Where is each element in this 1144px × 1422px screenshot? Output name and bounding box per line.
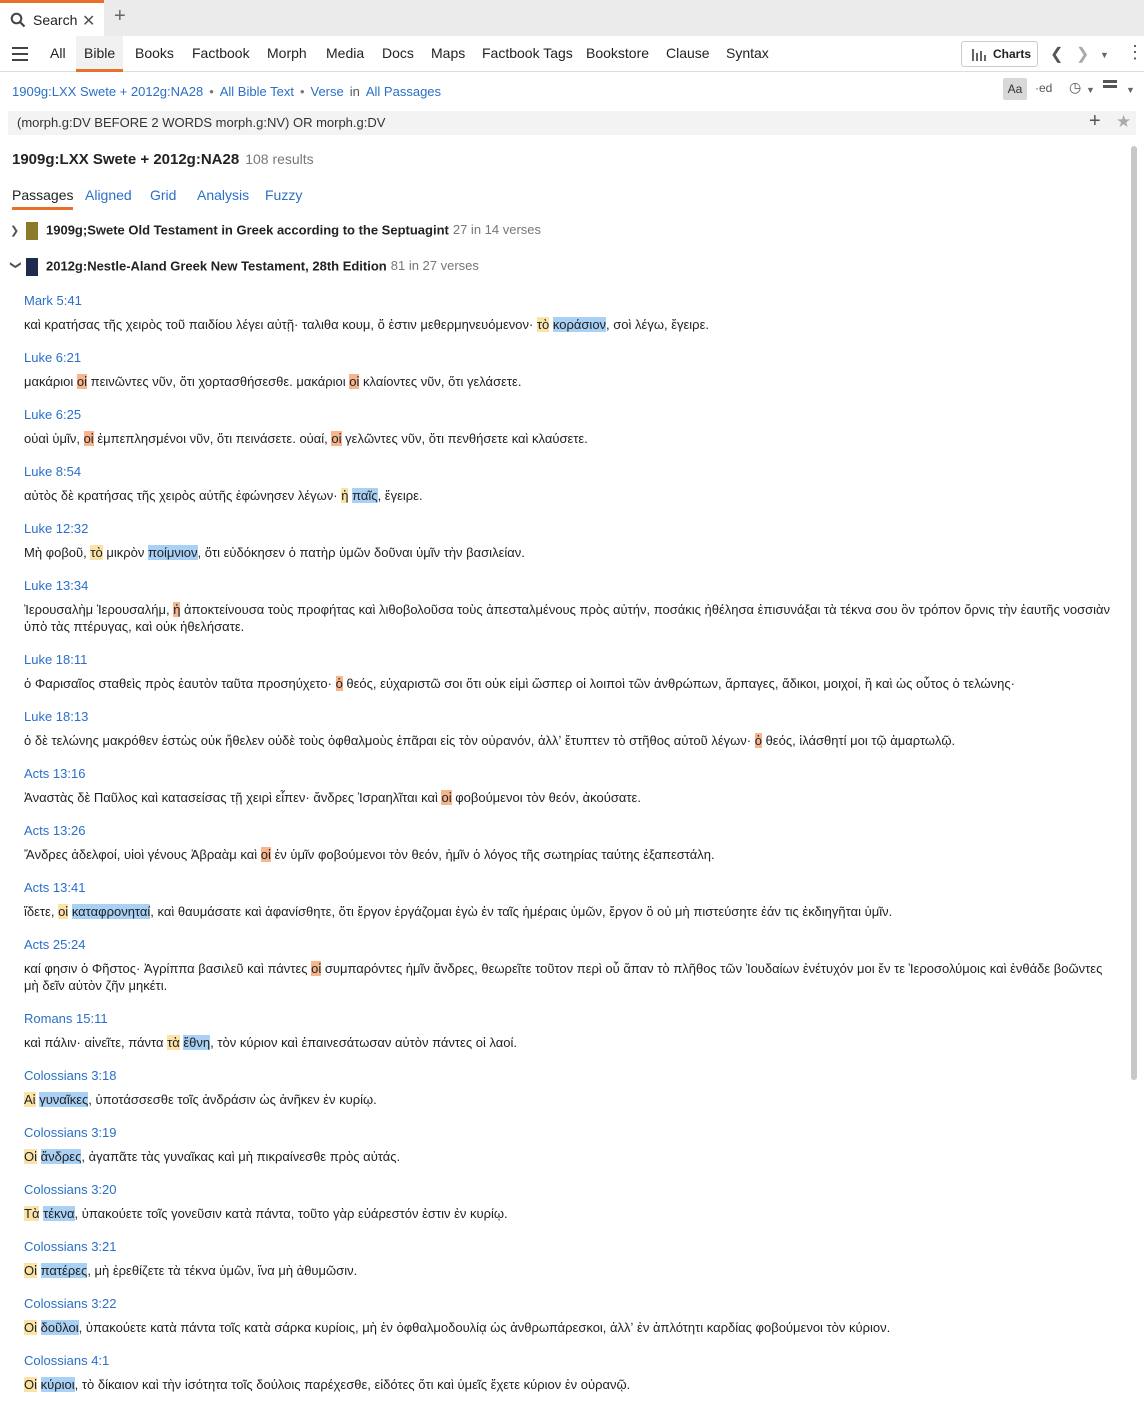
- edition-button[interactable]: ·ed: [1035, 81, 1053, 95]
- verse-text: [24, 1148, 1116, 1165]
- verse-reference-link[interactable]: Acts 13:16: [24, 766, 86, 781]
- search-input[interactable]: (morph.g:DV BEFORE 2 WORDS morph.g:NV) OR morph.g:DV: [8, 111, 1136, 135]
- nav-all[interactable]: All: [50, 45, 66, 61]
- scrollbar[interactable]: [1131, 146, 1137, 1080]
- highlighted-word[interactable]: ἡ: [341, 488, 349, 503]
- tab-aligned[interactable]: Aligned: [85, 187, 132, 203]
- verse-reference-link[interactable]: Acts 13:41: [24, 880, 86, 895]
- results-summary: [12, 151, 314, 168]
- highlighted-word[interactable]: Τὰ: [24, 1206, 40, 1221]
- verse-reference-link[interactable]: Mark 5:41: [24, 293, 82, 308]
- verse-text-run: Ἀναστὰς δὲ Παῦλος καὶ κατασείσας τῇ χειρὶ εἶπεν· ἄνδρες Ἰσραηλῖται καὶ: [24, 790, 442, 805]
- highlighted-word[interactable]: κοράσιον: [552, 317, 607, 332]
- verse-text-run: Μὴ φοβοῦ,: [24, 545, 91, 560]
- verse-text-run: , ὅτι εὐδόκησεν ὁ πατὴρ ὑμῶν δοῦναι ὑμῖν τὴν βασιλείαν.: [197, 545, 525, 560]
- verse-text: [24, 430, 1116, 447]
- verse-text: [24, 846, 1116, 863]
- menu-icon[interactable]: [12, 47, 28, 65]
- charts-label: Charts: [993, 47, 1032, 61]
- verse-text: [24, 487, 1116, 504]
- verse-text: [24, 601, 1116, 635]
- verse-reference-link[interactable]: Luke 18:13: [24, 709, 89, 724]
- verse-text: [24, 789, 1116, 806]
- verse-reference-link[interactable]: Colossians 3:19: [24, 1125, 117, 1140]
- verse-result: [24, 406, 1116, 447]
- layout-icon[interactable]: [1103, 80, 1117, 90]
- tab-passages[interactable]: Passages: [12, 187, 74, 203]
- verse-reference-link[interactable]: Acts 13:26: [24, 823, 86, 838]
- verse-result: [24, 822, 1116, 863]
- highlighted-word[interactable]: Οἱ: [24, 1149, 37, 1164]
- verse-text-run: οὐαὶ ὑμῖν,: [24, 431, 84, 446]
- results-title: 1909g:LXX Swete + 2012g:NA28: [12, 151, 240, 168]
- verse-text: [24, 1091, 1116, 1108]
- history-dropdown-icon[interactable]: ▼: [1100, 50, 1109, 60]
- verse-text-run: ἐν ὑμῖν φοβούμενοι τὸν θεόν, ἡμῖν ὁ λόγος τῆς σωτηρίας ταύτης ἐξαπεστάλη.: [270, 847, 715, 862]
- highlighted-word[interactable]: ἔθνη: [183, 1035, 211, 1050]
- verse-result: [24, 651, 1116, 692]
- verse-text-run: θεός, εὐχαριστῶ σοι ὅτι οὐκ εἰμὶ ὥσπερ οἱ λοιποὶ τῶν ἀνθρώπων, ἅρπαγες, ἄδικοι, μοιχοί, ἢ καὶ ὡς οὗτος ὁ τελώνης·: [342, 676, 1016, 691]
- verse-text: [24, 675, 1116, 692]
- nav-books[interactable]: Books: [135, 45, 174, 61]
- highlighted-word[interactable]: οἱ: [58, 904, 69, 919]
- highlighted-word[interactable]: Οἱ: [24, 1377, 37, 1392]
- highlighted-word[interactable]: οἱ: [83, 431, 94, 446]
- verse-text-run: γελῶντες νῦν, ὅτι πενθήσετε καὶ κλαύσετε.: [341, 431, 588, 446]
- nav-docs[interactable]: Docs: [382, 45, 414, 61]
- group-count: 81 in 27 verses: [390, 258, 479, 274]
- verse-reference-link[interactable]: Luke 13:34: [24, 578, 89, 593]
- group-title: 2012g:Nestle-Aland Greek New Testament, 28th Edition: [46, 258, 387, 274]
- nav-media[interactable]: Media: [326, 45, 365, 61]
- chevron-right-icon[interactable]: ❯: [10, 225, 20, 238]
- nav-syntax[interactable]: Syntax: [726, 45, 769, 61]
- verse-text-run: μακάριοι: [24, 374, 77, 389]
- highlighted-word[interactable]: παῖς: [352, 488, 378, 503]
- highlighted-word[interactable]: ὁ: [754, 733, 762, 748]
- nav-factbook-tags[interactable]: Factbook Tags: [482, 45, 573, 61]
- tab-analysis[interactable]: Analysis: [197, 187, 250, 203]
- verse-reference-link[interactable]: Colossians 4:1: [24, 1353, 110, 1368]
- verse-text: [24, 316, 1116, 333]
- verse-text: [24, 544, 1116, 561]
- verse-text-run: ἴδετε,: [24, 904, 59, 919]
- verse-result: [24, 1352, 1116, 1393]
- verse-reference-link[interactable]: Luke 8:54: [24, 464, 82, 479]
- highlighted-word[interactable]: δοῦλοι: [40, 1320, 79, 1335]
- verse-text-run: καὶ πάλιν· αἰνεῖτε, πάντα: [24, 1035, 168, 1050]
- verse-text: [24, 1319, 1116, 1336]
- verse-text-run: , σοὶ λέγω, ἔγειρε.: [606, 317, 709, 332]
- group-na28[interactable]: [10, 258, 479, 276]
- add-icon[interactable]: +: [1089, 110, 1101, 132]
- verse-reference-link[interactable]: Colossians 3:22: [24, 1296, 117, 1311]
- search-icon: [10, 12, 26, 28]
- tab-fuzzy[interactable]: Fuzzy: [265, 187, 303, 203]
- verse-text-run: θεός, ἱλάσθητί μοι τῷ ἁμαρτωλῷ.: [761, 733, 956, 748]
- results-list: [24, 292, 1116, 1409]
- verse-reference-link[interactable]: Luke 12:32: [24, 521, 89, 536]
- range-link[interactable]: All Passages: [365, 84, 442, 99]
- search-type-bar: [0, 36, 1144, 72]
- verse-text-run: ὁ Φαρισαῖος σταθεὶς πρὸς ἑαυτὸν ταῦτα προσηύχετο·: [24, 676, 336, 691]
- verse-result: [24, 1238, 1116, 1279]
- verse-reference-link[interactable]: Luke 6:21: [24, 350, 82, 365]
- verse-reference-link[interactable]: Romans 15:11: [24, 1011, 108, 1026]
- group-count: 27 in 14 verses: [452, 222, 542, 238]
- close-tab-icon[interactable]: ✕: [82, 13, 96, 30]
- verse-result: [24, 349, 1116, 390]
- highlighted-word[interactable]: γυναῖκες: [39, 1092, 89, 1107]
- in-label: in: [349, 84, 360, 99]
- verse-result: [24, 1010, 1116, 1051]
- verse-text-run: ἀποκτείνουσα τοὺς προφήτας καὶ λιθοβολοῦσα τοὺς ἀπεσταλμένους πρὸς αὐτήν, ποσάκις ἠθέλησα ἐπισυνάξαι τὰ τέκνα σου ὃν τρόπον ὄρνις τὴν ἑαυτῆς νοσσιὰν ὑπὸ τὰς πτέρυγας, καὶ οὐκ ἠθελήσατε.: [24, 602, 1111, 634]
- verse-text-run: , τὸ δίκαιον καὶ τὴν ἰσότητα τοῖς δούλοις παρέχεσθε, εἰδότες ὅτι καὶ ὑμεῖς ἔχετε κύριον ἐν οὐρανῷ.: [74, 1377, 631, 1392]
- verse-result: [24, 936, 1116, 994]
- verse-text-run: αὐτὸς δὲ κρατήσας τῆς χειρὸς αὐτῆς ἐφώνησεν λέγων·: [24, 488, 342, 503]
- resource-link[interactable]: 1909g:LXX Swete + 2012g:NA28: [12, 84, 204, 99]
- verse-text-run: , ὑπακούετε τοῖς γονεῦσιν κατὰ πάντα, τοῦτο γὰρ εὐάρεστόν ἐστιν ἐν κυρίῳ.: [74, 1206, 508, 1221]
- verse-text-run: , ὑπακούετε κατὰ πάντα τοῖς κατὰ σάρκα κυρίοις, μὴ ἐν ὀφθαλμοδουλίᾳ ὡς ἀνθρωπάρεσκοι, ἀλλʼ ἐν ἁπλότητι καρδίας φοβούμενοι τὸν κύριον.: [78, 1320, 891, 1335]
- verse-reference-link[interactable]: Colossians 3:18: [24, 1068, 117, 1083]
- verse-text-run: μικρὸν: [102, 545, 148, 560]
- nav-factbook[interactable]: Factbook: [192, 45, 250, 61]
- verse-text-run: καὶ κρατήσας τῆς χειρὸς τοῦ παιδίου λέγει αὐτῇ· ταλιθα κουμ, ὅ ἐστιν μεθερμηνευόμενον·: [24, 317, 537, 332]
- back-icon[interactable]: ❮: [1050, 46, 1064, 63]
- star-icon[interactable]: ★: [1116, 112, 1132, 131]
- verse-text: [24, 732, 1116, 749]
- verse-text-run: , ἀγαπᾶτε τὰς γυναῖκας καὶ μὴ πικραίνεσθε πρὸς αὐτάς.: [81, 1149, 401, 1164]
- highlighted-word[interactable]: πατέρες: [40, 1263, 88, 1278]
- verse-text: [24, 903, 1116, 920]
- verse-text-run: Ἄνδρες ἀδελφοί, υἱοὶ γένους Ἀβραὰμ καὶ: [24, 847, 261, 862]
- book-icon: [26, 258, 38, 276]
- verse-text-run: φοβούμενοι τὸν θεόν, ἀκούσατε.: [451, 790, 641, 805]
- tab-grid[interactable]: Grid: [150, 187, 177, 203]
- verse-text-run: , τὸν κύριον καὶ ἐπαινεσάτωσαν αὐτὸν πάντες οἱ λαοί.: [210, 1035, 518, 1050]
- verse-text-run: , μὴ ἐρεθίζετε τὰ τέκνα ὑμῶν, ἵνα μὴ ἀθυμῶσιν.: [87, 1263, 358, 1278]
- verse-reference-link[interactable]: Colossians 3:21: [24, 1239, 117, 1254]
- tab-search[interactable]: [0, 0, 104, 36]
- highlighted-word[interactable]: καταφρονηταί: [71, 904, 151, 919]
- highlighted-word[interactable]: κύριοι: [40, 1377, 75, 1392]
- group-title: 1909g;Swete Old Testament in Greek according to the Septuagint: [46, 222, 449, 238]
- verse-text: [24, 1376, 1116, 1393]
- verse-result: [24, 879, 1116, 920]
- highlighted-word[interactable]: τὸ: [536, 317, 550, 332]
- highlighted-word[interactable]: οἱ: [260, 847, 271, 862]
- highlighted-word[interactable]: ποίμνιον: [147, 545, 198, 560]
- verse-result: [24, 1295, 1116, 1336]
- unit-link[interactable]: Verse: [310, 84, 344, 99]
- verse-text-run: πεινῶντες νῦν, ὅτι χορτασθήσεσθε. μακάριοι: [87, 374, 350, 389]
- group-septuagint[interactable]: [10, 222, 541, 240]
- verse-reference-link[interactable]: Colossians 3:20: [24, 1182, 117, 1197]
- charts-button[interactable]: [961, 41, 1038, 67]
- verse-text: [24, 960, 1116, 994]
- highlighted-word[interactable]: ὁ: [335, 676, 343, 691]
- verse-result: [24, 292, 1116, 333]
- highlighted-word[interactable]: οἱ: [441, 790, 452, 805]
- history-icon[interactable]: ◷: [1069, 79, 1082, 95]
- highlighted-word[interactable]: Οἱ: [24, 1263, 37, 1278]
- verse-result: [24, 520, 1116, 561]
- nav-maps[interactable]: Maps: [431, 45, 466, 61]
- tab-label: Search: [33, 11, 78, 28]
- forward-icon[interactable]: ❯: [1076, 46, 1090, 63]
- verse-text: [24, 1262, 1116, 1279]
- bar-chart-icon: [972, 49, 986, 61]
- layout-caret-icon[interactable]: ▼: [1126, 85, 1135, 95]
- verse-reference-link[interactable]: Acts 25:24: [24, 937, 86, 952]
- verse-text: [24, 373, 1116, 390]
- verse-result: [24, 1067, 1116, 1108]
- highlighted-word[interactable]: τὰ: [167, 1035, 180, 1050]
- verse-result: [24, 463, 1116, 504]
- breadcrumb: 1909g:LXX Swete + 2012g:NA28 • All Bible Text • Verse in All Passages: [12, 84, 442, 99]
- verse-text: [24, 1205, 1116, 1222]
- verse-text-run: ὁ δὲ τελώνης μακρόθεν ἑστὼς οὐκ ἤθελεν οὐδὲ τοὺς ὀφθαλμοὺς ἐπᾶραι εἰς τὸν οὐρανόν, ἀλλʼ ἔτυπτεν τὸ στῆθος αὐτοῦ λέγων·: [24, 733, 755, 748]
- tab-strip: [0, 0, 1144, 36]
- highlighted-word[interactable]: ἄνδρες: [40, 1149, 82, 1164]
- verse-reference-link[interactable]: Luke 18:11: [24, 652, 88, 667]
- text-format-button[interactable]: Aa: [1003, 78, 1027, 100]
- more-options-icon[interactable]: ⋮: [1126, 42, 1144, 62]
- highlighted-word[interactable]: ἡ: [173, 602, 181, 617]
- verse-text-run: , καὶ θαυμάσατε καὶ ἀφανίσθητε, ὅτι ἔργον ἐργάζομαι ἐγὼ ἐν ταῖς ἡμέραις ὑμῶν, ἔργον ὃ οὐ μὴ πιστεύσητε ἐάν τις ἐκδιηγῆται ὑμῖν.: [150, 904, 893, 919]
- highlighted-word[interactable]: Οἱ: [24, 1320, 37, 1335]
- nav-bookstore[interactable]: Bookstore: [586, 45, 650, 61]
- verse-result: [24, 1124, 1116, 1165]
- highlighted-word[interactable]: οἱ: [331, 431, 342, 446]
- highlighted-word[interactable]: Αἱ: [24, 1092, 36, 1107]
- verse-text-run: καί φησιν ὁ Φῆστος· Ἀγρίππα βασιλεῦ καὶ πάντες: [24, 961, 312, 976]
- chevron-down-icon[interactable]: ❯: [9, 260, 22, 271]
- verse-text-run: Ἰερουσαλὴμ Ἰερουσαλήμ,: [24, 602, 174, 617]
- highlighted-word[interactable]: οἱ: [311, 961, 322, 976]
- verse-text-run: συμπαρόντες ἡμῖν ἄνδρες, θεωρεῖτε τοῦτον περὶ οὗ ἅπαν τὸ πλῆθος τῶν Ἰουδαίων ἐνέτυχόν μοι ἔν τε Ἱεροσολύμοις καὶ ἐνθάδε βοῶντες μὴ δεῖν αὐτὸν ζῆν μηκέτι.: [24, 961, 1103, 993]
- verse-text-run: κλαίοντες νῦν, ὅτι γελάσετε.: [359, 374, 522, 389]
- edition-label: ed: [1039, 81, 1053, 95]
- verse-result: [24, 708, 1116, 749]
- verse-reference-link[interactable]: Luke 6:25: [24, 407, 82, 422]
- verse-result: [24, 765, 1116, 806]
- nav-morph[interactable]: Morph: [267, 45, 307, 61]
- new-tab-icon[interactable]: +: [114, 5, 126, 27]
- nav-bible[interactable]: Bible: [76, 36, 123, 72]
- verse-text-run: ἐμπεπλησμένοι νῦν, ὅτι πεινάσετε. οὐαί,: [93, 431, 332, 446]
- results-count: 108 results: [245, 151, 314, 167]
- highlighted-word[interactable]: οἱ: [76, 374, 88, 389]
- book-icon: [26, 222, 38, 240]
- highlighted-word[interactable]: τέκνα: [43, 1206, 75, 1221]
- verse-text: [24, 1034, 1116, 1051]
- verse-text-run: , ὑποτάσσεσθε τοῖς ἀνδράσιν ὡς ἀνῆκεν ἐν κυρίῳ.: [88, 1092, 377, 1107]
- verse-result: [24, 1181, 1116, 1222]
- history-caret-icon[interactable]: ▼: [1086, 85, 1095, 95]
- verse-result: [24, 577, 1116, 635]
- verse-text-run: , ἔγειρε.: [377, 488, 423, 503]
- scope-link[interactable]: All Bible Text: [219, 84, 294, 99]
- nav-clause[interactable]: Clause: [666, 45, 710, 61]
- highlighted-word[interactable]: τὸ: [90, 545, 103, 560]
- highlighted-word[interactable]: οἱ: [349, 374, 360, 389]
